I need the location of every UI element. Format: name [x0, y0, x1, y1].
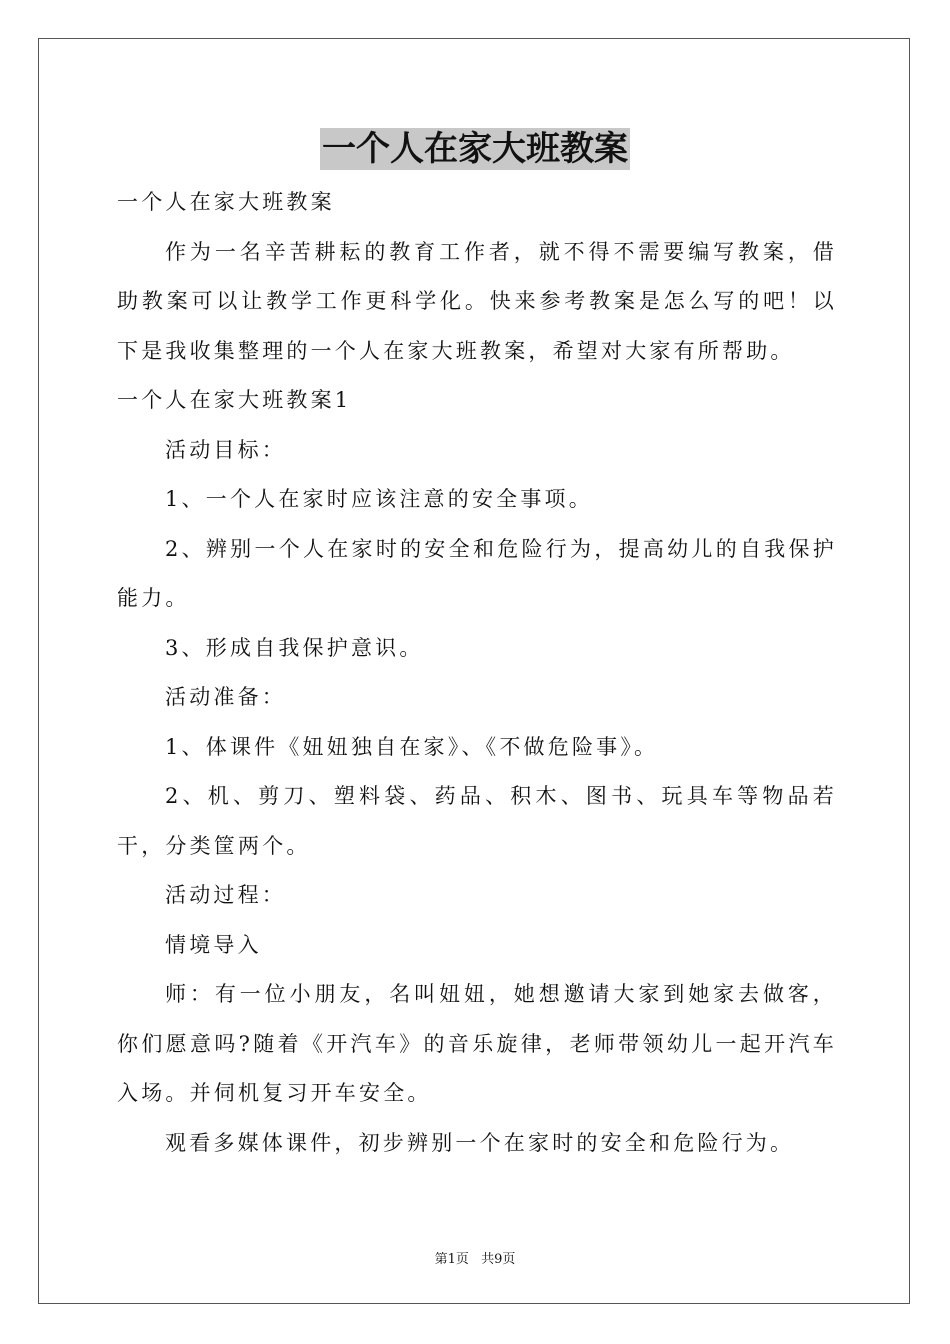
paragraph-10: 活动过程： [165, 883, 286, 907]
paragraph-9: 2、机、剪刀、塑料袋、药品、积木、图书、玩具车等物品若干，分类筐两个。 [117, 784, 837, 858]
document-title: 一个人在家大班教案 [322, 129, 628, 169]
paragraph-12: 师：有一位小朋友，名叫妞妞，她想邀请大家到她家去做客，你们愿意吗?随着《开汽车》的音乐旋律，老师带领幼儿一起开汽车入场。并伺机复习开车安全。 [117, 982, 837, 1105]
paragraph-8: 1、体课件《妞妞独自在家》、《不做危险事》。 [165, 734, 659, 759]
paragraph-3: 活动目标： [165, 437, 286, 462]
page-number: 第1页 [434, 1252, 469, 1267]
paragraph-6: 3、形成自我保护意识。 [165, 635, 424, 660]
paragraph-11: 情境导入 [165, 932, 262, 957]
page-footer [0, 1248, 950, 1267]
paragraph-5: 2、辨别一个人在家时的安全和危险行为，提高幼儿的自我保护能力。 [117, 536, 837, 610]
paragraph-4: 1、一个人在家时应该注意的安全事项。 [165, 487, 593, 511]
paragraph-7: 活动准备： [165, 685, 286, 709]
paragraph-1: 作为一名辛苦耕耘的教育工作者，就不得不需要编写教案，借助教案可以让教学工作更科学化。快来参考教案是怎么写的吧！以下是我收集整理的一个人在家大班教案，希望对大家有所帮助。 [117, 239, 837, 363]
document-body [117, 178, 837, 1168]
total-pages: 共9页 [481, 1252, 516, 1267]
paragraph-13: 观看多媒体课件，初步辨别一个在家时的安全和危险行为。 [165, 1130, 795, 1155]
paragraph-0: 一个人在家大班教案 [117, 190, 335, 214]
title-container [0, 128, 950, 170]
paragraph-2: 一个人在家大班教案1 [117, 388, 352, 412]
